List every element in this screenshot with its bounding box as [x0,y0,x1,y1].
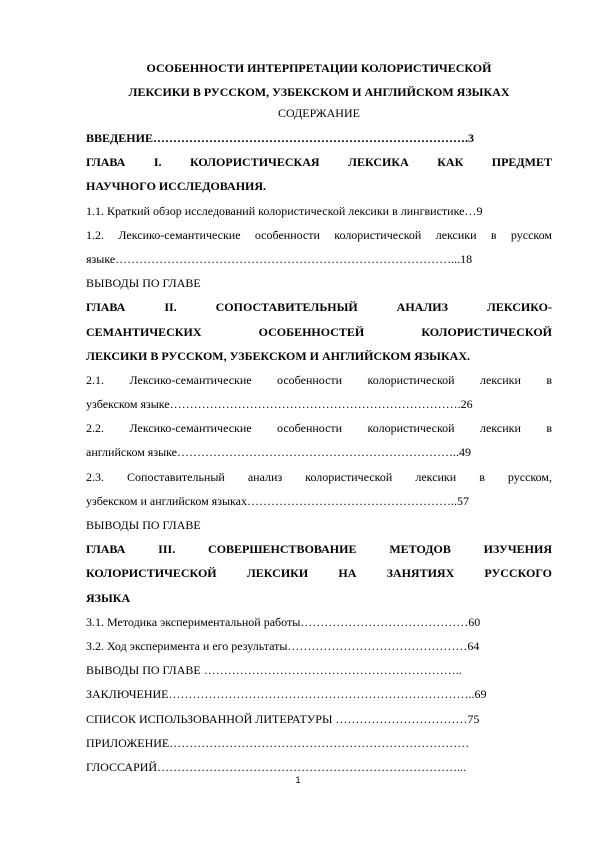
page-number: 1 [295,775,301,785]
toc-chapter-2-line-3: ЛЕКСИКИ В РУССКОМ, УЗБЕКСКОМ И АНГЛИЙСКОМ ЯЗЫКАХ. [86,348,470,363]
toc-section-1-2-line-1: 1.2. Лексико-семантические особенности колористической лексики в русском [86,227,552,242]
toc-chapter-3-line-1: ГЛАВА III. СОВЕРШЕНСТВОВАНИЕ МЕТОДОВ ИЗУЧЕНИЯ [86,542,552,557]
toc-chapter-1-line-1: ГЛАВА I. КОЛОРИСТИЧЕСКАЯ ЛЕКСИКА КАК ПРЕДМЕТ [86,155,552,170]
toc-appendix: ПРИЛОЖЕНИЕ………………………………………………………………… [86,735,470,750]
toc-section-1-2-line-2: языке…………………………………………………………………………...18 [86,251,473,266]
title-line-2: ЛЕКСИКИ В РУССКОМ, УЗБЕКСКОМ И АНГЛИЙСКОМ ЯЗЫКАХ [128,85,510,99]
toc-glossary: ГЛОССАРИЙ…………………………………………………………………... [86,759,467,774]
toc-chapter-2-conclusions: ВЫВОДЫ ПО ГЛАВЕ [86,518,201,532]
toc-introduction: ВВЕДЕНИЕ…………………………………………………………………….3 [86,131,474,145]
table-of-contents [86,126,552,779]
toc-section-2-2-line-2: английском языке……………………………………………………………..49 [86,445,471,460]
toc-conclusion: ЗАКЛЮЧЕНИЕ…………………………………………………………………..69 [86,687,487,702]
toc-section-3-2: 3.2. Ход эксперимента и его результаты………………………………………64 [86,638,480,653]
toc-chapter-3-line-3: ЯЗЫКА [86,590,131,605]
toc-section-2-3-line-1: 2.3. Сопоставительный анализ колористической лексики в русском, [86,469,552,484]
document-title [86,56,552,104]
toc-section-2-1-line-1: 2.1. Лексико-семантические особенности колористической лексики в [86,372,552,387]
title-line-1: ОСОБЕННОСТИ ИНТЕРПРЕТАЦИИ КОЛОРИСТИЧЕСКОЙ [146,61,492,75]
toc-chapter-3-line-2: КОЛОРИСТИЧЕСКОЙ ЛЕКСИКИ НА ЗАНЯТИЯХ РУССКОГО [86,566,552,581]
toc-chapter-2-line-1: ГЛАВА II. СОПОСТАВИТЕЛЬНЫЙ АНАЛИЗ ЛЕКСИКО- [86,300,552,315]
toc-chapter-1-conclusions: ВЫВОДЫ ПО ГЛАВЕ [86,276,201,291]
toc-references: СПИСОК ИСПОЛЬЗОВАННОЙ ЛИТЕРАТУРЫ ……………………………75 [86,711,480,726]
toc-chapter-3-conclusions: ВЫВОДЫ ПО ГЛАВЕ ……………………………………………………….. [86,663,462,678]
toc-section-1-1: 1.1. Краткий обзор исследований колористической лексики в лингвистике…9 [86,203,483,218]
toc-section-3-1: 3.1. Методика экспериментальной работы……………………………………60 [86,614,481,629]
toc-section-2-3-line-2: узбекском и английском языках……………………………………………..57 [86,493,469,508]
toc-section-2-2-line-1: 2.2. Лексико-семантические особенности колористической лексики в [86,421,552,436]
toc-chapter-1-line-2: НАУЧНОГО ИССЛЕДОВАНИЯ. [86,179,267,194]
toc-section-2-1-line-2: узбекском языке……………………………………………………………….26 [86,397,473,412]
toc-chapter-2-line-2: СЕМАНТИЧЕСКИХ ОСОБЕННОСТЕЙ КОЛОРИСТИЧЕСКОЙ [86,324,552,339]
contents-heading: СОДЕРЖАНИЕ [278,106,360,120]
